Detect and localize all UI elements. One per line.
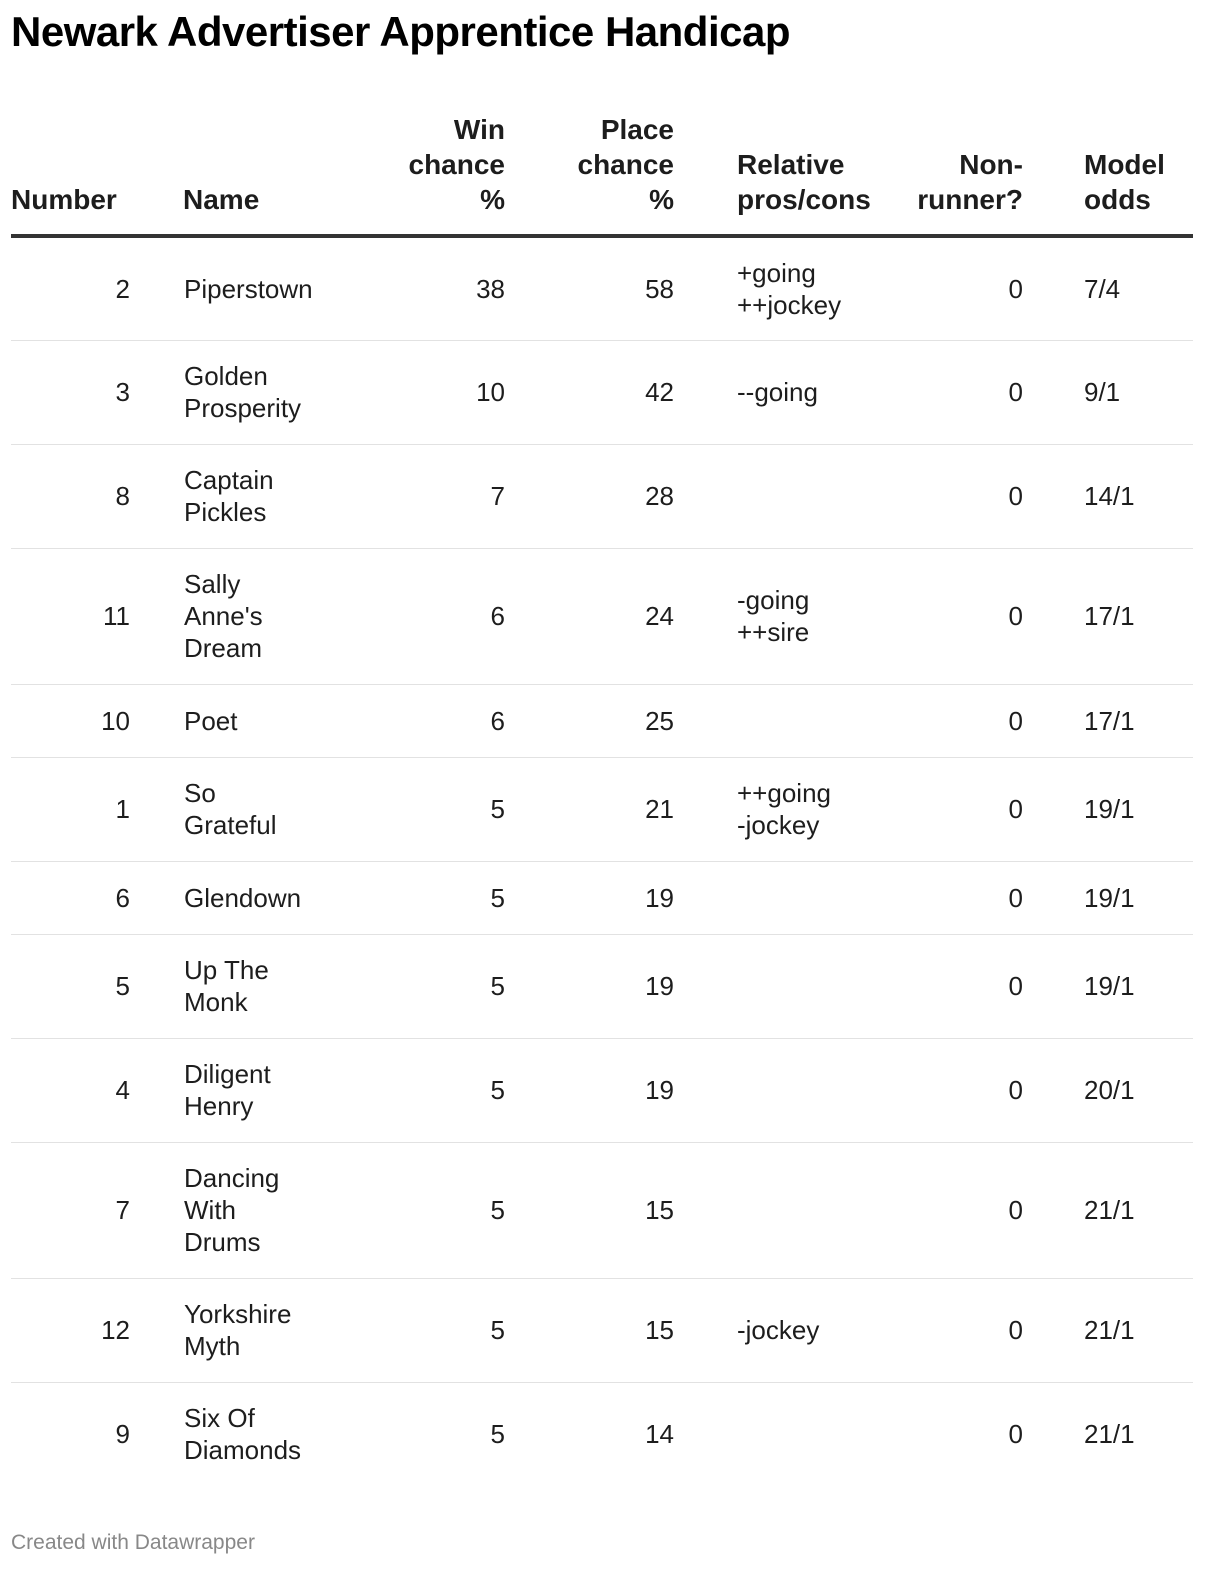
cell-place-chance: 21 bbox=[505, 757, 674, 861]
cell-place-chance: 15 bbox=[505, 1142, 674, 1278]
cell-model-odds: 9/1 bbox=[1023, 340, 1193, 444]
cell-name: Golden Prosperity bbox=[183, 340, 379, 444]
cell-name: Piperstown bbox=[183, 236, 379, 340]
cell-relative-pros-cons: -going ++sire bbox=[674, 548, 859, 684]
cell-model-odds: 19/1 bbox=[1023, 861, 1193, 934]
cell-win-chance: 6 bbox=[379, 684, 505, 757]
cell-relative-pros-cons: +going ++jockey bbox=[674, 236, 859, 340]
cell-place-chance: 42 bbox=[505, 340, 674, 444]
cell-win-chance: 5 bbox=[379, 861, 505, 934]
header-relative-pros-cons[interactable]: Relative pros/cons bbox=[674, 112, 859, 236]
cell-win-chance: 5 bbox=[379, 1038, 505, 1142]
cell-number: 5 bbox=[11, 934, 183, 1038]
cell-non-runner: 0 bbox=[859, 861, 1023, 934]
cell-name: Diligent Henry bbox=[183, 1038, 379, 1142]
cell-number: 12 bbox=[11, 1278, 183, 1382]
cell-number: 8 bbox=[11, 444, 183, 548]
cell-place-chance: 25 bbox=[505, 684, 674, 757]
table-row bbox=[11, 1038, 1193, 1142]
cell-win-chance: 5 bbox=[379, 1142, 505, 1278]
cell-non-runner: 0 bbox=[859, 236, 1023, 340]
cell-model-odds: 19/1 bbox=[1023, 934, 1193, 1038]
cell-relative-pros-cons bbox=[674, 1382, 859, 1486]
cell-number: 7 bbox=[11, 1142, 183, 1278]
cell-win-chance: 5 bbox=[490, 1419, 505, 1450]
table-row bbox=[11, 236, 1193, 340]
cell-model-odds: 20/1 bbox=[1023, 1038, 1193, 1142]
cell-relative-pros-cons bbox=[674, 1038, 859, 1142]
cell-relative-pros-cons bbox=[674, 934, 859, 1038]
cell-name: Glendown bbox=[183, 861, 379, 934]
cell-model-odds: 21/1 bbox=[1023, 1142, 1193, 1278]
table-row bbox=[11, 548, 1193, 684]
cell-place-chance: 19 bbox=[505, 1038, 674, 1142]
footer-credit: Created with Datawrapper bbox=[11, 1531, 255, 1554]
cell-name: Dancing With Drums bbox=[183, 1142, 379, 1278]
cell-non-runner: 0 bbox=[859, 684, 1023, 757]
cell-name: Yorkshire Myth bbox=[183, 1278, 379, 1382]
cell-number: 1 bbox=[11, 757, 183, 861]
header-number[interactable]: Number bbox=[11, 112, 183, 236]
table-row bbox=[11, 340, 1193, 444]
cell-relative-pros-cons: -jockey bbox=[674, 1278, 859, 1382]
table-row bbox=[11, 1382, 1193, 1486]
cell-name: Up The Monk bbox=[183, 934, 379, 1038]
cell-win-chance: 10 bbox=[379, 340, 505, 444]
cell-model-odds: 21/1 bbox=[1084, 1419, 1135, 1450]
cell-non-runner: 0 bbox=[859, 1278, 1023, 1382]
cell-name: Six Of Diamonds bbox=[184, 1403, 302, 1466]
table-row bbox=[11, 757, 1193, 861]
cell-number: 10 bbox=[11, 684, 183, 757]
cell-relative-pros-cons: --going bbox=[674, 340, 859, 444]
cell-number: 6 bbox=[11, 861, 183, 934]
table-row bbox=[11, 684, 1193, 757]
cell-win-chance: 6 bbox=[379, 548, 505, 684]
cell-number: 11 bbox=[11, 548, 183, 684]
cell-model-odds: 14/1 bbox=[1023, 444, 1193, 548]
cell-place-chance: 14 bbox=[645, 1419, 674, 1450]
header-model-odds[interactable]: Model odds bbox=[1023, 112, 1193, 236]
cell-non-runner: 0 bbox=[859, 1142, 1023, 1278]
cell-model-odds: 17/1 bbox=[1023, 684, 1193, 757]
cell-name: Poet bbox=[183, 684, 379, 757]
cell-place-chance: 19 bbox=[505, 861, 674, 934]
header-place-chance[interactable]: Place chance % bbox=[505, 112, 674, 236]
cell-model-odds: 19/1 bbox=[1023, 757, 1193, 861]
cell-relative-pros-cons bbox=[674, 1142, 859, 1278]
table-row bbox=[11, 1278, 1193, 1382]
cell-win-chance: 7 bbox=[379, 444, 505, 548]
cell-non-runner: 0 bbox=[859, 340, 1023, 444]
cell-number: 3 bbox=[11, 340, 183, 444]
cell-place-chance: 28 bbox=[505, 444, 674, 548]
header-win-chance[interactable]: Win chance % bbox=[379, 112, 505, 236]
cell-non-runner: 0 bbox=[859, 757, 1023, 861]
table-row bbox=[11, 861, 1193, 934]
cell-relative-pros-cons bbox=[674, 861, 859, 934]
cell-place-chance: 19 bbox=[505, 934, 674, 1038]
cell-number: 2 bbox=[11, 236, 183, 340]
header-non-runner[interactable]: Non- runner? bbox=[859, 112, 1023, 236]
cell-name: Sally Anne's Dream bbox=[183, 548, 379, 684]
cell-non-runner: 0 bbox=[859, 444, 1023, 548]
table-row bbox=[11, 444, 1193, 548]
table-row bbox=[11, 934, 1193, 1038]
cell-non-runner: 0 bbox=[859, 934, 1023, 1038]
cell-non-runner: 0 bbox=[1008, 1419, 1023, 1450]
cell-non-runner: 0 bbox=[859, 1038, 1023, 1142]
table-body bbox=[11, 236, 1193, 1486]
cell-non-runner: 0 bbox=[859, 548, 1023, 684]
cell-model-odds: 21/1 bbox=[1023, 1278, 1193, 1382]
header-name[interactable]: Name bbox=[183, 112, 379, 236]
cell-relative-pros-cons bbox=[674, 444, 859, 548]
cell-win-chance: 5 bbox=[379, 934, 505, 1038]
cell-number: 9 bbox=[115, 1419, 130, 1450]
race-table bbox=[11, 112, 1193, 1486]
cell-model-odds: 17/1 bbox=[1023, 548, 1193, 684]
cell-win-chance: 38 bbox=[379, 236, 505, 340]
cell-name: So Grateful bbox=[183, 757, 379, 861]
cell-model-odds: 7/4 bbox=[1023, 236, 1193, 340]
table-row bbox=[11, 1142, 1193, 1278]
cell-name: Captain Pickles bbox=[183, 444, 379, 548]
cell-relative-pros-cons: ++going -jockey bbox=[674, 757, 859, 861]
cell-relative-pros-cons bbox=[674, 684, 859, 757]
cell-place-chance: 24 bbox=[505, 548, 674, 684]
cell-place-chance: 15 bbox=[505, 1278, 674, 1382]
cell-win-chance: 5 bbox=[379, 1278, 505, 1382]
cell-win-chance: 5 bbox=[379, 757, 505, 861]
chart-title: Newark Advertiser Apprentice Handicap bbox=[11, 8, 790, 55]
cell-number: 4 bbox=[11, 1038, 183, 1142]
header-row bbox=[11, 112, 1193, 236]
cell-place-chance: 58 bbox=[505, 236, 674, 340]
